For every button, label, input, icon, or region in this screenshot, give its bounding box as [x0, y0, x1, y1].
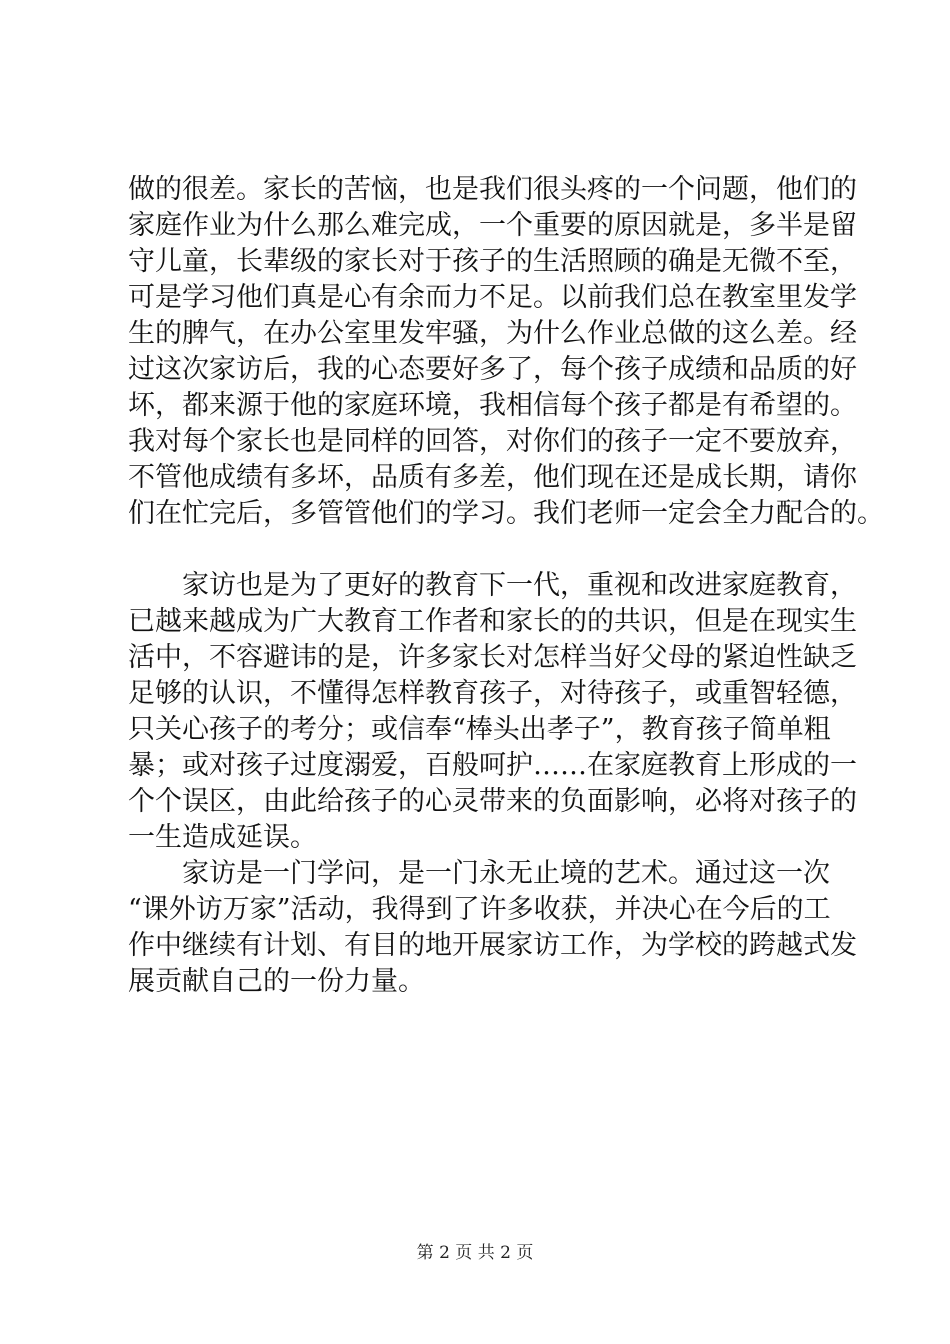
text-line: 做的很差。家长的苦恼，也是我们很头疼的一个问题，他们的 — [128, 174, 857, 205]
text-line: 可是学习他们真是心有余而力不足。以前我们总在教室里发学 — [128, 282, 857, 313]
text-line: 暴；或对孩子过度溺爱，百般呵护……在家庭教育上形成的一 — [128, 750, 857, 781]
text-line: 作中继续有计划、有目的地开展家访工作，为学校的跨越式发 — [128, 930, 857, 961]
text-line: 活中，不容避讳的是，许多家长对怎样当好父母的紧迫性缺乏 — [128, 642, 857, 673]
text-line: 家庭作业为什么那么难完成，一个重要的原因就是，多半是留 — [128, 210, 857, 241]
text-line: 守儿童，长辈级的家长对于孩子的生活照顾的确是无微不至， — [128, 246, 857, 277]
text-line: 只关心孩子的考分；或信奉“棒头出孝子”，教育孩子简单粗 — [128, 714, 831, 745]
text-line: 不管他成绩有多坏，品质有多差，他们现在还是成长期，请你 — [128, 462, 857, 493]
text-line: 一生造成延误。 — [128, 822, 317, 853]
paragraph-3 — [128, 856, 857, 1000]
text-line: 过这次家访后，我的心态要好多了，每个孩子成绩和品质的好 — [128, 354, 857, 385]
text-line: 个个误区，由此给孩子的心灵带来的负面影响，必将对孩子的 — [128, 786, 857, 817]
text-line: 坏，都来源于他的家庭环境，我相信每个孩子都是有希望的。 — [128, 390, 857, 421]
text-line: 们在忙完后，多管管他们的学习。我们老师一定会全力配合的。 — [128, 498, 884, 529]
text-line: 我对每个家长也是同样的回答，对你们的孩子一定不要放弃， — [128, 426, 857, 457]
paragraph-1 — [128, 172, 884, 532]
text-line: 生的脾气，在办公室里发牢骚，为什么作业总做的这么差。经 — [128, 318, 857, 349]
text-line: 已越来越成为广大教育工作者和家长的的共识，但是在现实生 — [128, 606, 857, 637]
text-line: 家访也是为了更好的教育下一代，重视和改进家庭教育， — [182, 570, 857, 601]
text-line: 家访是一门学问，是一门永无止境的艺术。通过这一次 — [182, 858, 830, 889]
text-line: 展贡献自己的一份力量。 — [128, 966, 425, 997]
page-number-footer: 第 2 页 共 2 页 — [416, 1243, 534, 1263]
text-line: “课外访万家”活动，我得到了许多收获，并决心在今后的工 — [128, 894, 831, 925]
paragraph-2 — [128, 568, 857, 856]
document-body — [128, 172, 884, 1000]
text-line: 足够的认识，不懂得怎样教育孩子，对待孩子，或重智轻德， — [128, 678, 857, 709]
paragraph-spacer — [128, 532, 838, 568]
